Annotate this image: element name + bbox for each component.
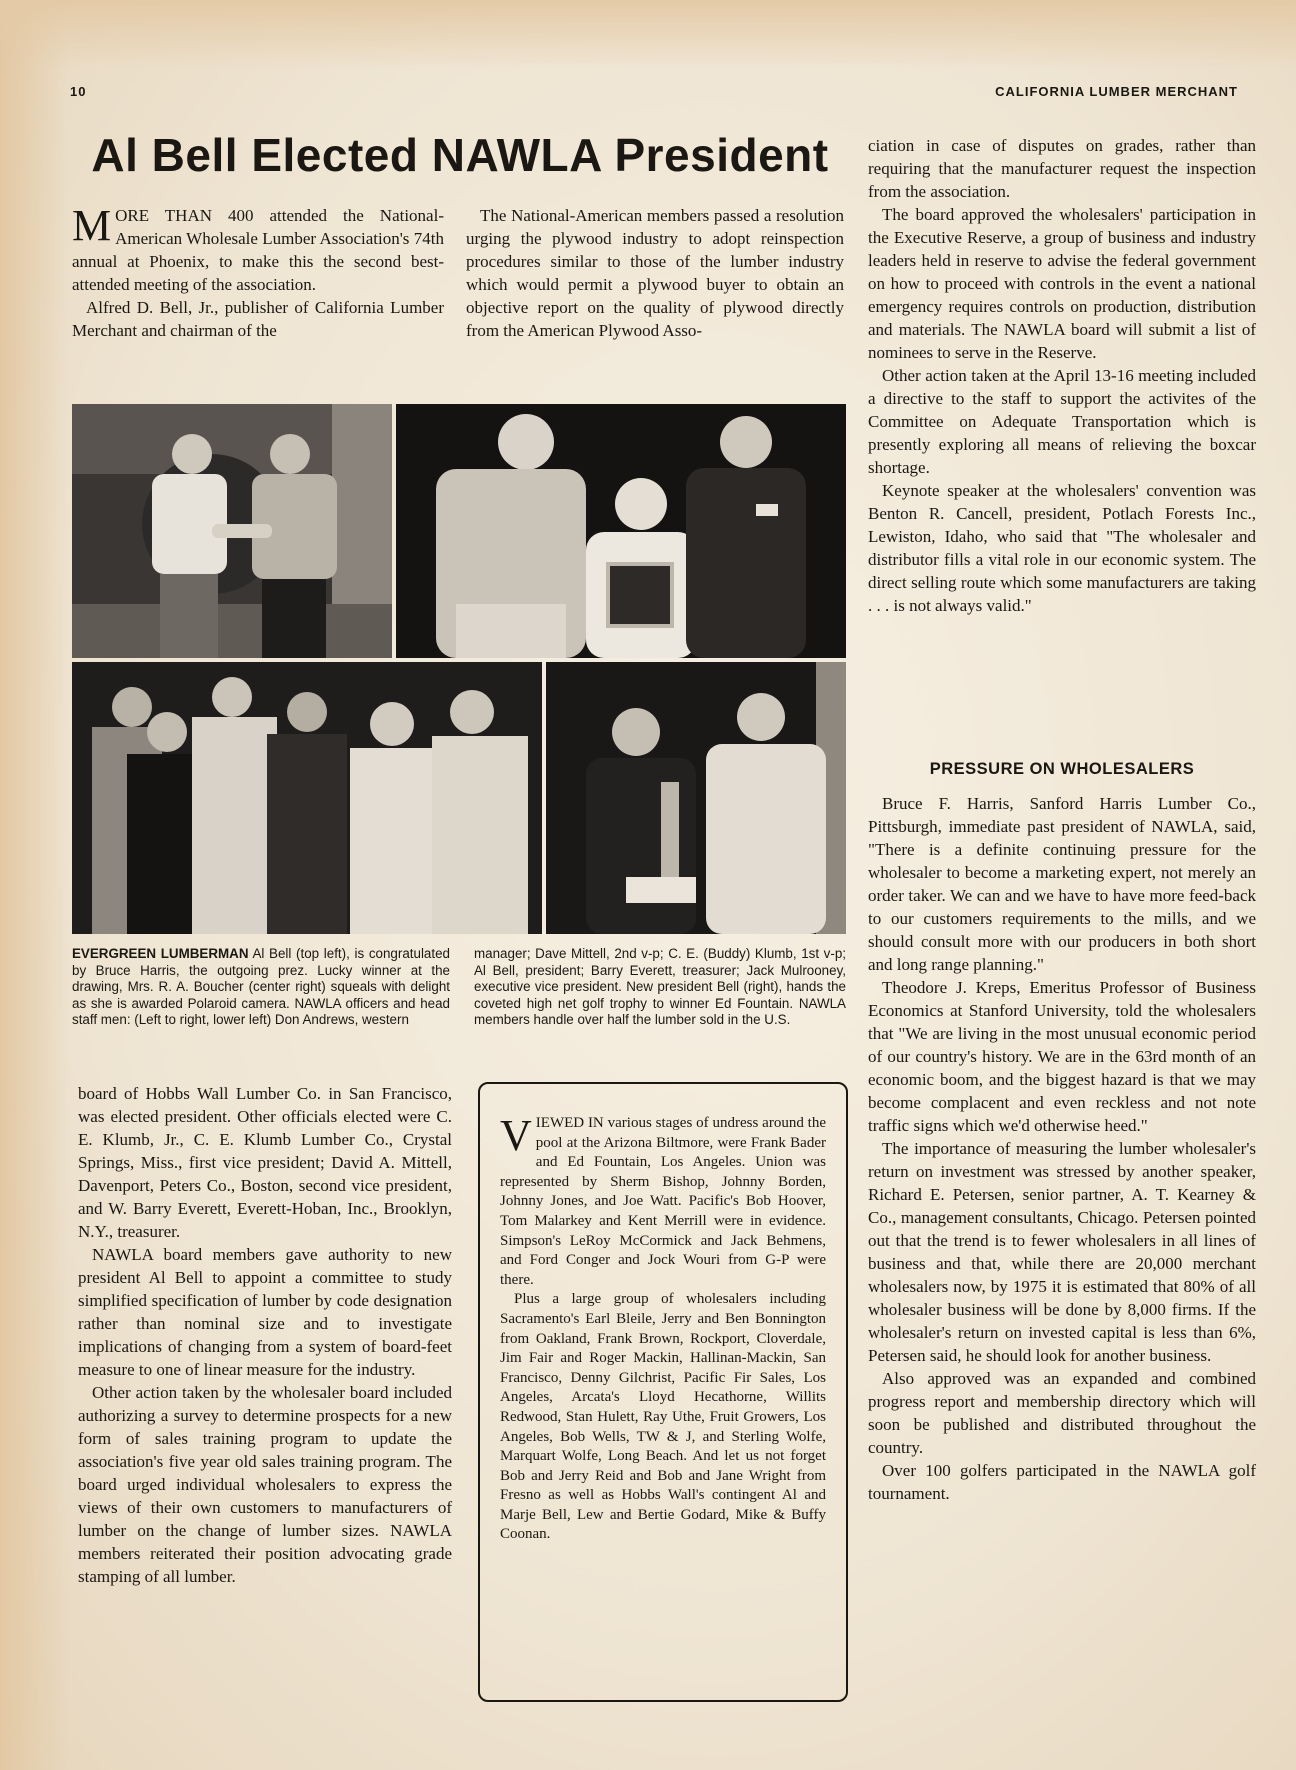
photo-camera-winner [396,404,846,658]
paragraph: Keynote speaker at the wholesalers' convention was Benton R. Cancell, president, Potlach Forests Inc., Lewiston, Idaho, who said that "The wholesaler and distributor fills a vital role in our economic system. The direct selling route which some manufacturers are taking . . . is not always valid." [868,481,1256,615]
paragraph: The board approved the wholesalers' participation in the Executive Reserve, a group of business and industry leaders held in reserve to advise the federal government on how to proceed with controls in the event a national emergency requires controls on production, distribution and materials. The NAWLA board will submit a list of nominees to serve in the Reserve. [868,205,1256,362]
drop-cap: M [72,201,112,250]
paragraph: Over 100 golfers participated in the NAWLA golf tournament. [868,1461,1256,1503]
caption-text-left: Al Bell (top left), is congratulated by Bruce Harris, the outgoing prez. Lucky winner at the drawing, Mrs. R. A. Boucher (center right) squeals with delight as she is awarded Polaroid camera. NAWLA officers and head staff men: (Left to right, lower left) Don Andrews, western [72,946,450,1027]
paragraph: Bruce F. Harris, Sanford Harris Lumber Co., Pittsburgh, immediate past president of NAWLA, said, "There is a definite continuing pressure for the wholesaler to become a marketing expert, not merely an order taker. We can and we have to have more feed-back to our customers requirements to the mills, and we should consult more with our producers in both short and long range planning." [868,794,1256,974]
photo-camera-winner-image [396,404,846,658]
article-column-1-top [72,201,444,342]
publication-name: CALIFORNIA LUMBER MERCHANT [995,84,1238,99]
paragraph: board of Hobbs Wall Lumber Co. in San Francisco, was elected president. Other officials elected were C. E. Klumb, Jr., C. E. Klumb Lumber Co., Crystal Springs, Miss., first vice president; David A. Mittell, Davenport, Peters Co., Boston, second vice president, and W. Barry Everett, Everett-Hoban, Inc., Brooklyn, N.Y., treasurer. [78,1084,452,1241]
paragraph: NAWLA board members gave authority to new president Al Bell to appoint a committee to study simplified specification of lumber by code designation rather than nominal size and to investigate implications of changing from a system of board-feet measure to one of linear measure for the industry. [78,1245,452,1379]
lead-paragraph-text: ORE THAN 400 attended the National-American Wholesale Lumber Association's 74th annual at Phoenix, to make this the second best-attended meeting of the association. [72,206,444,294]
article-headline: Al Bell Elected NAWLA President [91,129,829,181]
paragraph: ciation in case of disputes on grades, rather than requiring that the manufacturer request the inspection from the association. [868,136,1256,201]
photo-golf-trophy [546,662,846,934]
paragraph: Also approved was an expanded and combined progress report and membership directory which will soon be published and distributed throughout the country. [868,1369,1256,1457]
page-edge-shading [0,0,70,1770]
lead-paragraph [72,201,444,296]
paragraph: The National-American members passed a resolution urging the plywood industry to adopt reinspection procedures similar to those of the lumber industry which would permit a plywood buyer to obtain an objective report on the quality of plywood directly from the American Plywood Asso- [466,206,844,340]
photo-caption-right [474,946,846,1029]
caption-text-right: manager; Dave Mittell, 2nd v-p; C. E. (Buddy) Klumb, 1st v-p; Al Bell, president; Barry Everett, treasurer; Jack Mulrooney, executive vice president. New president Bell (right), hands the coveted high net golf trophy to winner Ed Fountain. NAWLA members handle over half the lumber sold in the U.S. [474,946,846,1027]
drop-cap: V [500,1111,532,1160]
photo-handshake [72,404,392,658]
section-subhead: PRESSURE ON WHOLESALERS [929,760,1195,778]
caption-lead: EVERGREEN LUMBERMAN [72,946,249,961]
paragraph: Other action taken by the wholesaler board included authorizing a survey to determine prospects for a new form of sales training program to update the association's five year old sales training program. The board urged individual wholesalers to express the views of their own customers to manufacturers of lumber on the change of lumber sizes. NAWLA members reiterated their position advocating grade stamping of all lumber. [78,1383,452,1586]
article-column-2-top [466,204,844,342]
sidebar-box [478,1082,848,1702]
paragraph: Alfred D. Bell, Jr., publisher of California Lumber Merchant and chairman of the [72,298,444,340]
photo-nawla-officers [72,662,542,934]
sidebar-text [500,1111,826,1545]
photo-caption-left [72,946,450,1029]
paragraph: The importance of measuring the lumber wholesaler's return on investment was stressed by another speaker, Richard E. Petersen, senior partner, A. T. Kearney & Co., management consultants, Chicago. Petersen pointed out that the trend is to fewer wholesalers in all lines of business and that, while there are 20,000 merchant wholesalers now, by 1975 it is estimated that 80% of all wholesaler business will be done by 8,000 firms. If the wholesaler's return on invested capital is less than 6%, Petersen said, he should look for another business. [868,1139,1256,1365]
paragraph: Theodore J. Kreps, Emeritus Professor of Business Economics at Stanford University, told the wholesalers that "We are living in the most unusual economic period of our country's history. We are in the 63rd month of an economic boom, and the biggest hazard is that we may become complacent and even reckless and not note traffic signs which we'd otherwise heed." [868,978,1256,1135]
photo-golf-trophy-image [546,662,846,934]
paragraph: Other action taken at the April 13-16 meeting included a directive to the staff to support the activites of the Committee on Adequate Transportation which is presently exploring all means of relieving the boxcar shortage. [868,366,1256,477]
article-column-1-bottom [78,1082,452,1588]
sidebar-lead-paragraph [500,1111,826,1290]
page-number: 10 [70,84,87,99]
photo-handshake-image [72,404,392,658]
sidebar-lead-text: IEWED IN various stages of undress around the pool at the Arizona Biltmore, were Frank Bader and Ed Fountain, Los Angeles. Union was represented by Sherm Bishop, Johnny Borden, Johnny Jones, and Joe Watt. Pacific's Bob Hoover, Tom Malarkey and Kent Merrill were in evidence. Simpson's LeRoy McCormick and Jack Behmens, and Ford Conger and Jock Wouri from G-P were there. [500,1115,826,1288]
article-column-3-bottom [868,792,1256,1505]
paragraph: Plus a large group of wholesalers including Sacramento's Earl Bleile, Jerry and Ben Bonnington from Oakland, Frank Brown, Rockport, Cloverdale, Jim Fair and Roger Mackin, Hallinan-Mackin, San Francisco, Denny Gilchrist, Pacific Fir Sales, Los Angeles, Arcata's Lloyd Hecathorne, Willits Redwood, Stan Hulett, Ray Uthe, Fruit Growers, Los Angeles, Bob Wells, TW & J, and Sterling Wolfe, Marquart Wolfe, Long Beach. And let us not forget Bob and Jerry Reid and Bob and Jane Wright from Fresno as well as Hobbs Wall's contingent Al and Marje Bell, Lew and Bertie Godard, Mike & Buffy Coonan. [500,1291,826,1543]
photo-nawla-officers-image [72,662,542,934]
page-edge-shading-top [0,0,1296,70]
article-column-3-top [868,134,1256,617]
